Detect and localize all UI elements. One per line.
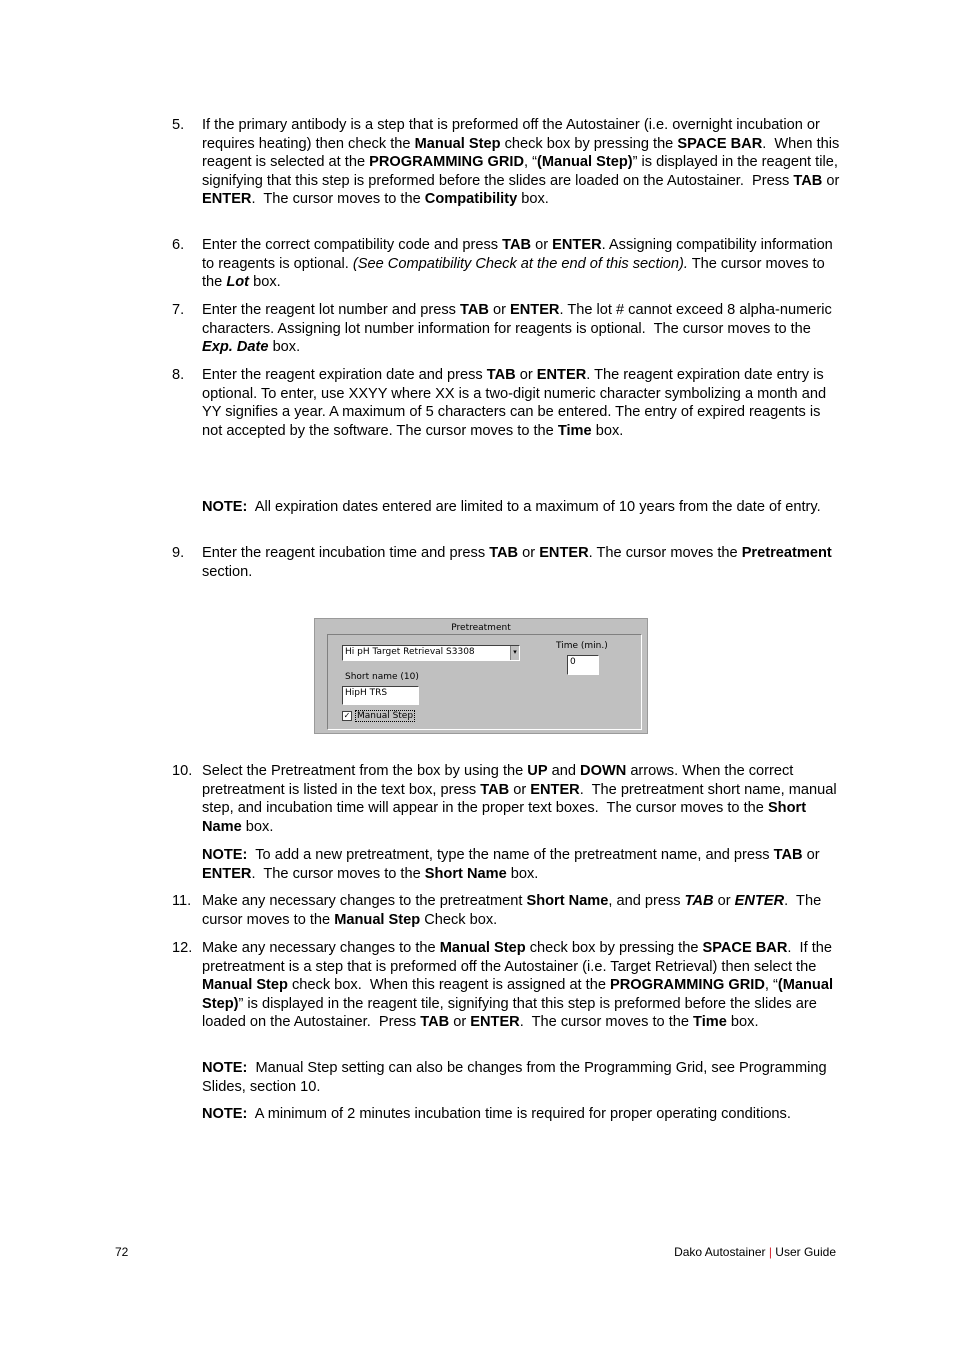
item-text: Enter the reagent expiration date and press TAB or ENTER. The reagent expiration date entry is optional. To enter, use XXYY where XX is a two-digit numeric character symbolizing a month and YY signifies a year. A maximum of 5 characters can be entered. The entry of expired reagents is not accepted by the software. The cursor moves to the Time box. — [202, 367, 827, 439]
note-label: NOTE: — [202, 499, 248, 515]
dropdown-value: Hi pH Target Retrieval S3308 — [345, 647, 475, 657]
list-item-5 — [172, 116, 844, 209]
note-text: All expiration dates entered are limited to a maximum of 10 years from the date of entry. — [254, 499, 821, 515]
pretreatment-dropdown[interactable] — [342, 645, 520, 661]
item-number: 5. — [172, 117, 185, 133]
item-text: Enter the correct compatibility code and press TAB or ENTER. Assigning compatibility information to reagents is optional. (See Compatibility Check at the end of this section). The cursor moves to the Lot box. — [202, 237, 833, 290]
note-label: NOTE: — [202, 1106, 248, 1122]
list-item-12 — [172, 939, 844, 1032]
item-text: Enter the reagent lot number and press TAB or ENTER. The lot # cannot exceed 8 alpha-numeric characters. Assigning lot number information for reagents is optional. The cursor moves to the Exp. Date box. — [202, 302, 832, 355]
item-number: 6. — [172, 237, 185, 253]
note-incubation — [202, 1105, 844, 1124]
item-text: Enter the reagent incubation time and press TAB or ENTER. The cursor moves the Pretreatment section. — [202, 545, 832, 580]
item-number: 10. — [172, 763, 193, 779]
note-text: To add a new pretreatment, type the name of the pretreatment name, and press TAB or ENTER. The cursor moves to the Short Name box. — [202, 847, 820, 882]
short-name-value: HipH TRS — [345, 688, 388, 698]
short-name-field[interactable] — [342, 686, 419, 705]
list-item-9 — [172, 544, 844, 581]
note-label: NOTE: — [202, 847, 248, 863]
time-field[interactable] — [567, 655, 599, 675]
note-text: A minimum of 2 minutes incubation time is required for proper operating conditions. — [254, 1106, 791, 1122]
check-icon: ✓ — [343, 711, 351, 720]
note-expiration — [202, 498, 844, 517]
item-text: If the primary antibody is a step that is preformed off the Autostainer (i.e. overnight incubation or requires heating) then check the Manual Step check box by pressing the SPACE BAR. When this reagent is selected at the PROGRAMMING GRID, “(Manual Step)” is displayed in the reagent tile, signifying that this step is preformed before the slides are loaded on the Autostainer. Press TAB or ENTER. The cursor moves to the Compatibility box. — [202, 117, 840, 207]
note-label: NOTE: — [202, 1060, 248, 1076]
note-manual-step — [202, 1059, 844, 1096]
footer-doc: User Guide — [775, 1245, 836, 1259]
list-item-11 — [172, 892, 844, 929]
footer-separator: | — [768, 1245, 772, 1259]
chevron-down-icon[interactable]: ▾ — [510, 646, 519, 660]
footer-doc-title — [674, 1245, 836, 1259]
note-new-pretreatment — [202, 846, 844, 883]
pretreatment-screenshot — [314, 618, 648, 734]
page-number: 72 — [115, 1245, 129, 1259]
pretreatment-title: Pretreatment — [451, 623, 511, 633]
item-number: 12. — [172, 940, 193, 956]
list-item-7 — [172, 301, 844, 357]
time-value: 0 — [570, 657, 576, 667]
short-name-label: Short name (10) — [345, 672, 419, 682]
list-item-8 — [172, 366, 844, 440]
footer-product: Dako Autostainer — [674, 1245, 766, 1259]
item-text: Select the Pretreatment from the box by using the UP and DOWN arrows. When the correct pretreatment is listed in the text box, press TAB or ENTER. The pretreatment short name, manual step, and incubation time will appear in the proper text boxes. The cursor moves to the Short Name box. — [202, 763, 837, 835]
item-number: 7. — [172, 302, 185, 318]
list-item-6 — [172, 236, 844, 292]
list-item-10 — [172, 762, 844, 836]
manual-step-label[interactable]: Manual Step — [357, 711, 414, 721]
item-number: 11. — [172, 893, 192, 909]
manual-step-checkbox[interactable] — [342, 711, 352, 721]
item-number: 9. — [172, 545, 185, 561]
time-label: Time (min.) — [556, 641, 608, 651]
item-number: 8. — [172, 367, 185, 383]
note-text: Manual Step setting can also be changes from the Programming Grid, see Programming Slides, section 10. — [202, 1060, 827, 1095]
item-text: Make any necessary changes to the Manual Step check box by pressing the SPACE BAR. If the pretreatment is a step that is preformed off the Autostainer (i.e. Target Retrieval) then select the Manual Step check box. When this reagent is assigned at the PROGRAMMING GRID, “(Manual Step)” is displayed in the reagent tile, signifying that this step is preformed before the slides are loaded on the Autostainer. Press TAB or ENTER. The cursor moves to the Time box. — [202, 940, 833, 1030]
item-text: Make any necessary changes to the pretreatment Short Name, and press TAB or ENTER. The cursor moves to the Manual Step Check box. — [202, 893, 822, 928]
